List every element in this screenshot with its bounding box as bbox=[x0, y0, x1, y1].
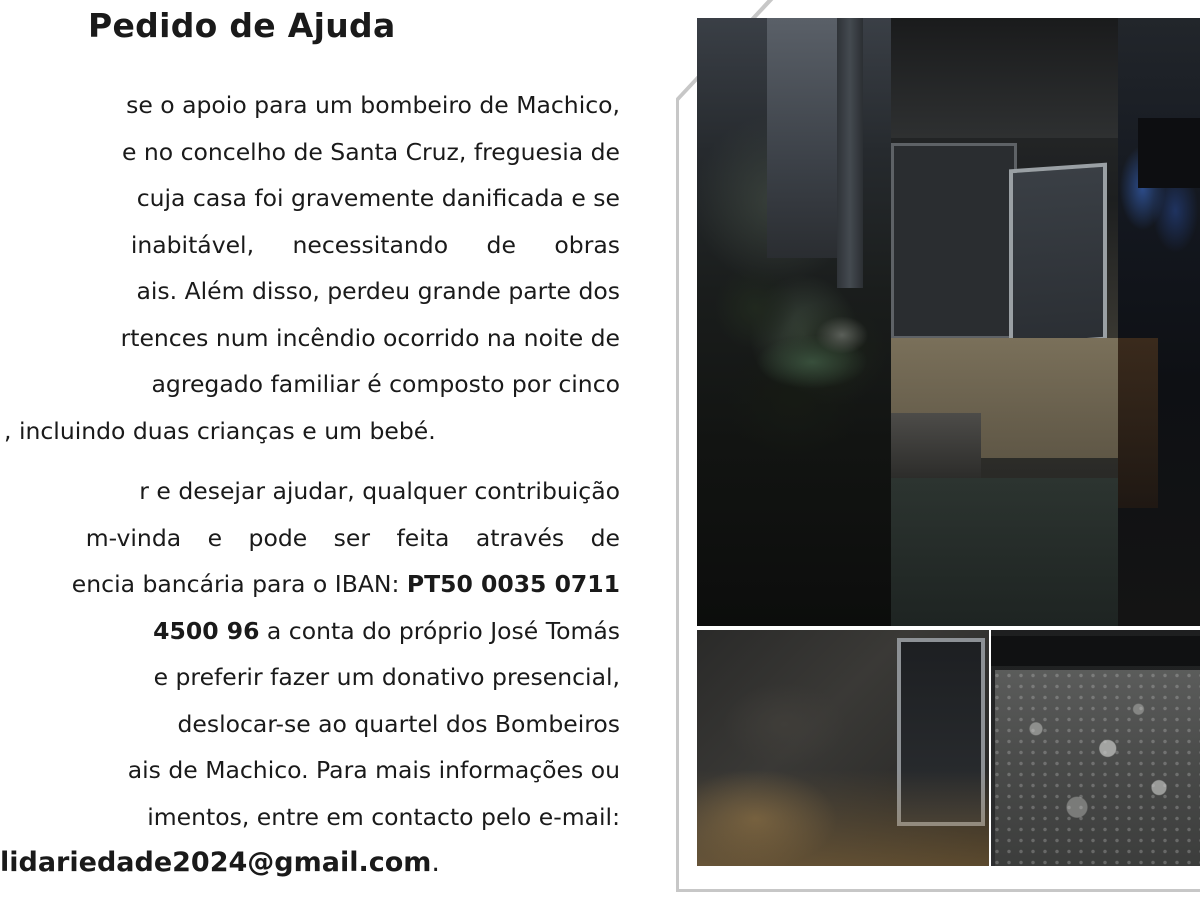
iban-line-2 bbox=[0, 608, 620, 655]
paragraph-line: r e desejar ajudar, qualquer contribuição bbox=[139, 477, 620, 505]
iban-value-part1: PT50 0035 0711 bbox=[406, 570, 620, 598]
email-line: lidariedade2024@gmail.com. bbox=[0, 847, 441, 878]
paragraph-line: e preferir fazer um donativo presencial, bbox=[153, 663, 620, 691]
iban-line bbox=[0, 561, 620, 608]
paragraph-line: rtences num incêndio ocorrido na noite de bbox=[120, 323, 620, 352]
paragraph-line: ais de Machico. Para mais informações ou bbox=[127, 756, 620, 784]
contact-email[interactable]: lidariedade2024@gmail.com bbox=[0, 847, 432, 878]
paragraph-line: ais. Além disso, perdeu grande parte dos bbox=[136, 277, 620, 305]
photo-burnt-room-window bbox=[891, 18, 1118, 626]
photo-burnt-wall bbox=[697, 630, 989, 866]
photo-dark-interior bbox=[1118, 18, 1200, 626]
paragraph-line: deslocar-se ao quartel dos Bombeiros bbox=[177, 709, 620, 738]
iban-value-part2: 4500 96 bbox=[153, 616, 260, 645]
photo-burnt-mattress bbox=[991, 630, 1200, 866]
paragraph-line: se o apoio para um bombeiro de Machico, bbox=[126, 91, 620, 119]
page-title: Pedido de Ajuda bbox=[88, 6, 396, 45]
paragraph-line: e no concelho de Santa Cruz, freguesia de bbox=[121, 137, 620, 166]
photo-exterior-night bbox=[697, 18, 891, 626]
iban-label: encia bancária para o IBAN: bbox=[71, 570, 407, 598]
body-text bbox=[0, 82, 620, 887]
account-holder-text: a conta do próprio José Tomás bbox=[259, 616, 620, 645]
paragraph-line: m-vinda e pode ser feita através de bbox=[85, 523, 620, 552]
paragraph-line: imentos, entre em contacto pelo e-mail: bbox=[147, 802, 620, 831]
paragraph-line: , incluindo duas crianças e um bebé. bbox=[4, 416, 436, 445]
paragraph-line: cuja casa foi gravemente danificada e se bbox=[136, 184, 620, 212]
paragraph-line: agregado familiar é composto por cinco bbox=[151, 370, 620, 398]
paragraph-line: inabitável, necessitando de obras bbox=[130, 230, 620, 259]
